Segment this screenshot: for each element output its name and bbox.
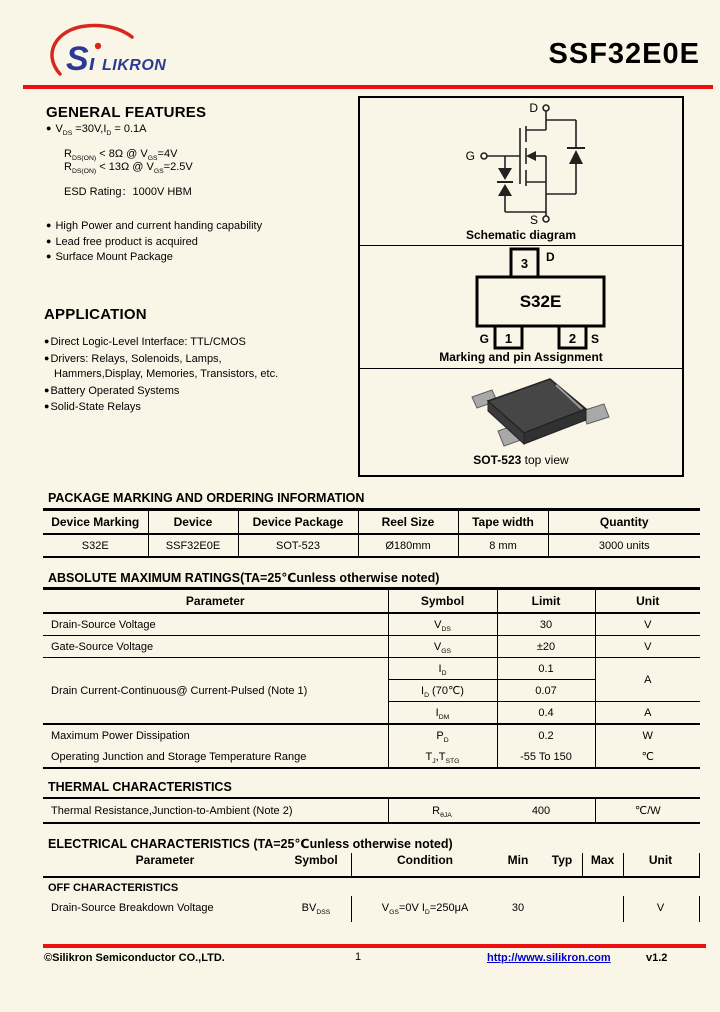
col-condition: Condition [397, 853, 453, 867]
bullet-icon: ● [44, 336, 50, 346]
cell-parameter: Drain-Source Breakdown Voltage [51, 902, 214, 914]
thermal-symbol: $R_{\theta JA}$ [432, 804, 452, 819]
cell-quantity: 3000 units [548, 534, 700, 557]
cell-parameter: Maximum Power Dissipation [43, 724, 388, 746]
divider [351, 896, 352, 922]
cell-symbol: $I_D$ [388, 658, 497, 680]
application-item [44, 351, 278, 368]
part-number-title: SSF32E0E [548, 38, 700, 70]
feature-bullet-list [46, 218, 262, 265]
ordering-header-row [43, 510, 700, 535]
cell-limit: ±20 [497, 636, 595, 658]
bullet-icon: ● [44, 352, 50, 363]
divider [699, 853, 700, 876]
col-typ: Typ [551, 853, 573, 867]
package-caption-bold: SOT-523 [473, 453, 522, 467]
application-item-text: Drivers: Relays, Solenoids, Lamps, [50, 352, 222, 365]
table-row [43, 613, 700, 636]
package-3d-section [360, 369, 682, 475]
electrical-heading: ELECTRICAL CHARACTERISTICS (TA=25℃unless otherwise noted) [48, 837, 453, 851]
table-row [43, 636, 700, 658]
schematic-label-g: G [465, 149, 475, 163]
application-item [44, 383, 278, 400]
cell-symbol: $V_{GS}$ [388, 636, 497, 658]
application-item-text: Direct Logic-Level Interface: TTL/CMOS [50, 336, 246, 348]
cell-limit: 0.2 [497, 724, 595, 746]
cell-device-package: SOT-523 [238, 534, 358, 557]
schematic-label-s: S [529, 213, 538, 227]
application-heading: APPLICATION [44, 306, 147, 323]
feature-vds-text: $V_{DS} =30V,I_D = 0.1A$ [55, 123, 147, 138]
divider [623, 853, 624, 876]
sot523-package-icon [360, 369, 682, 453]
cell-parameter: Drain Current-Continuous@ Current-Pulsed (Note 1) [43, 658, 388, 725]
feature-rdson1: $R_{DS(ON)} < 8\Omega$ @ $V_{GS}=4V$ [64, 148, 178, 163]
general-features-heading: GENERAL FEATURES [46, 104, 207, 121]
bullet-icon: ● [46, 123, 52, 133]
logo-letter-s: S [66, 40, 89, 78]
col-parameter: Parameter [43, 589, 388, 614]
application-item [44, 399, 278, 416]
application-item-text: Hammers,Display, Memories, Transistors, etc. [54, 368, 279, 380]
cell-limit: 30 [497, 613, 595, 636]
feature-item-text: Lead free product is acquired [55, 235, 198, 248]
cell-device-marking: S32E [43, 534, 148, 557]
abs-max-table [43, 587, 700, 769]
application-item-continued [44, 367, 278, 383]
divider [351, 853, 352, 876]
electrical-data-row [43, 896, 700, 922]
col-limit: Limit [497, 589, 595, 614]
cell-unit: W [595, 724, 700, 746]
cell-unit: ℃/W [595, 798, 700, 823]
feature-item [46, 234, 262, 250]
divider [699, 896, 700, 922]
col-parameter: Parameter [135, 853, 195, 867]
cell-unit: ℃ [595, 746, 700, 768]
table-row [43, 746, 700, 768]
pin1-number: 1 [504, 331, 513, 346]
cell-limit: 0.4 [497, 702, 595, 725]
feature-item-text: Surface Mount Package [55, 251, 173, 263]
bullet-icon: ● [46, 251, 52, 261]
ordering-heading: PACKAGE MARKING AND ORDERING INFORMATION [48, 491, 365, 505]
footer-rule [43, 944, 706, 948]
pin-s-label: S [591, 332, 600, 346]
version-text: v1.2 [646, 952, 668, 964]
off-characteristics-label: OFF CHARACTERISTICS [48, 882, 179, 894]
logo-rest: LIKRON [102, 57, 167, 74]
pin-g-label: G [479, 332, 489, 346]
diagram-panel [358, 96, 684, 477]
cell-symbol: $V_{DS}$ [388, 613, 497, 636]
ordering-data-row [43, 534, 700, 557]
mosfet-schematic-icon [360, 98, 682, 228]
cell-device: SSF32E0E [148, 534, 238, 557]
divider [582, 853, 583, 876]
schematic-section [360, 98, 682, 246]
cell-symbol: $P_D$ [388, 724, 497, 746]
cell-condition: $V_{GS}=0V$ $I_D=250\mu A$ [381, 902, 469, 917]
col-min: Min [507, 853, 529, 867]
bullet-icon: ● [46, 220, 52, 230]
cell-unit: V [595, 613, 700, 636]
cell-symbol: $I_D$ (70℃) [388, 680, 497, 702]
application-item-text: Solid-State Relays [50, 401, 141, 413]
col-device: Device [148, 510, 238, 535]
cell-min: 30 [511, 902, 525, 914]
package-marking-icon [360, 246, 682, 350]
cell-unit: V [595, 636, 700, 658]
divider [43, 876, 700, 878]
thermal-table [43, 797, 700, 824]
brand-logo [40, 22, 190, 80]
marking-caption: Marking and pin Assignment [439, 350, 603, 364]
pin3-number: 3 [520, 256, 529, 271]
cell-parameter: Drain-Source Voltage [43, 613, 388, 636]
cell-limit: -55 To 150 [497, 746, 595, 768]
table-row [43, 724, 700, 746]
pin2-number: 2 [568, 331, 577, 346]
application-item-text: Battery Operated Systems [50, 384, 180, 397]
application-list [44, 334, 278, 416]
electrical-header-row [43, 853, 700, 876]
feature-item [46, 249, 262, 265]
cell-parameter: Thermal Resistance,Junction-to-Ambient (Note 2) [43, 798, 388, 823]
device-marking-text: S32E [519, 292, 562, 311]
col-device-marking: Device Marking [43, 510, 148, 535]
package-caption-rest: top view [521, 453, 569, 467]
thermal-limit: 400 [531, 804, 551, 817]
col-unit: Unit [595, 589, 700, 614]
website-link[interactable]: http://www.silikron.com [487, 952, 611, 964]
logo-i-dot-icon [95, 43, 101, 49]
col-symbol: Symbol [294, 853, 338, 867]
cell-reel-size: Ø180mm [358, 534, 458, 557]
thermal-row [43, 798, 700, 823]
col-device-package: Device Package [238, 510, 358, 535]
page-number: 1 [355, 951, 362, 963]
cell-unit: A [595, 658, 700, 702]
table-row [43, 658, 700, 680]
abs-max-heading: ABSOLUTE MAXIMUM RATINGS(TA=25℃unless otherwise noted) [48, 571, 440, 585]
bullet-icon: ● [44, 384, 50, 395]
schematic-label-d: D [529, 101, 538, 115]
cell-unit: V [656, 902, 665, 914]
col-quantity: Quantity [548, 510, 700, 535]
abs-max-header-row [43, 589, 700, 614]
cell-symbol: $T_J,T_{STG}$ [388, 746, 497, 768]
copyright-text: ©Silikron Semiconductor CO.,LTD. [44, 952, 225, 964]
cell-limit: 0.07 [497, 680, 595, 702]
bullet-icon: ● [46, 235, 52, 246]
feature-vds [46, 122, 147, 136]
cell-symbol-limit [388, 798, 595, 823]
header-rule [23, 85, 713, 89]
feature-esd: ESD Rating：1000V HBM [64, 186, 192, 198]
divider [623, 896, 624, 922]
pin-d-label: D [546, 250, 555, 264]
cell-tape-width: 8 mm [458, 534, 548, 557]
cell-limit: 0.1 [497, 658, 595, 680]
package-3d-caption [360, 453, 682, 467]
schematic-caption: Schematic diagram [465, 228, 577, 242]
col-max: Max [590, 853, 615, 867]
marking-section [360, 246, 682, 369]
col-symbol: Symbol [388, 589, 497, 614]
col-tape-width: Tape width [458, 510, 548, 535]
cell-unit: A [595, 702, 700, 725]
application-item [44, 334, 278, 351]
col-reel-size: Reel Size [358, 510, 458, 535]
bullet-icon: ● [44, 401, 50, 411]
cell-symbol: $I_{DM}$ [388, 702, 497, 725]
feature-item-text: High Power and current handing capability [55, 220, 263, 232]
col-unit: Unit [648, 853, 673, 867]
logo-letter-i: ı [89, 50, 96, 75]
cell-symbol: $BV_{DSS}$ [301, 902, 331, 917]
feature-rdson2: $R_{DS(ON)} < 13\Omega$ @ $V_{GS}=2.5V$ [64, 161, 193, 176]
thermal-heading: THERMAL CHARACTERISTICS [48, 780, 232, 794]
feature-item [46, 218, 262, 234]
cell-parameter: Operating Junction and Storage Temperature Range [43, 746, 388, 768]
cell-parameter: Gate-Source Voltage [43, 636, 388, 658]
ordering-table [43, 508, 700, 558]
